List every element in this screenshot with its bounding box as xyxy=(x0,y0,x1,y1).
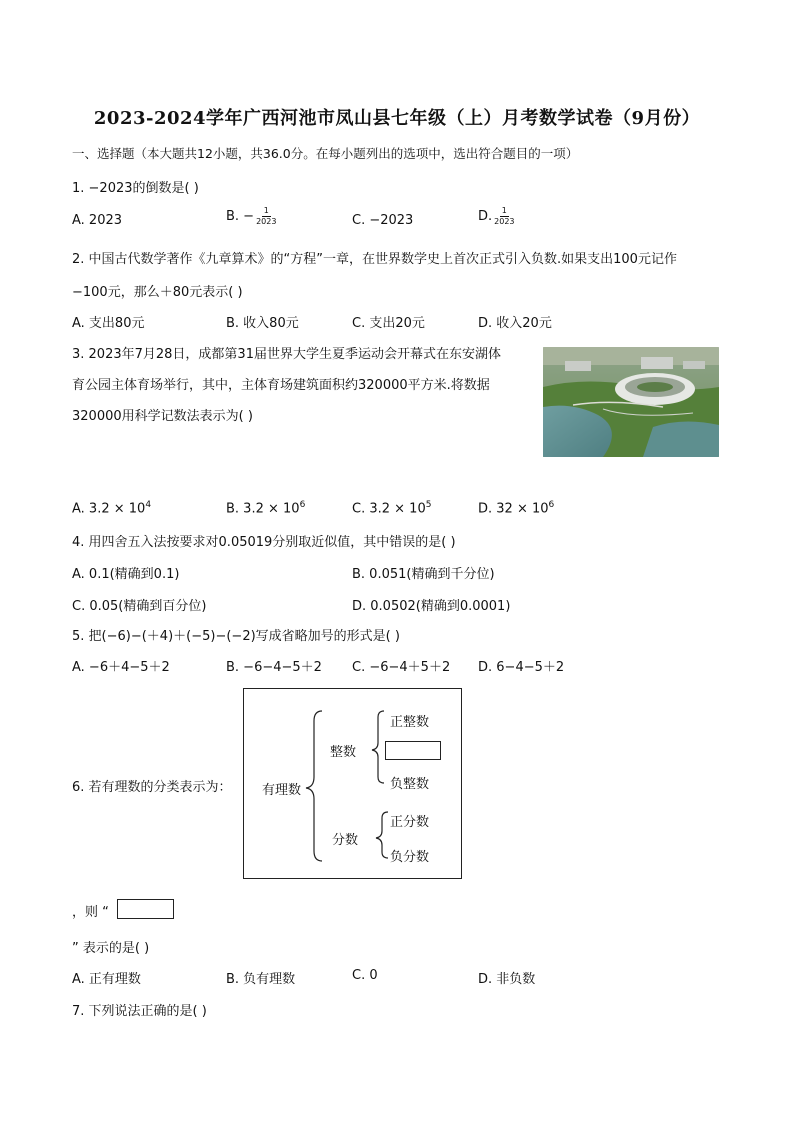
q3-option-d-base: D. 32 × 10 xyxy=(478,501,549,517)
q1-b-denominator: 2023 xyxy=(256,217,277,226)
q6-option-b: B. 负有理数 xyxy=(226,972,296,987)
q5-option-a: A. −6＋4−5＋2 xyxy=(72,660,170,675)
q3-option-b-base: B. 3.2 × 10 xyxy=(226,501,300,517)
diagram-fraction-label: 分数 xyxy=(332,833,359,848)
q2-option-c: C. 支出20元 xyxy=(352,316,425,331)
q5-option-c: C. −6−4＋5＋2 xyxy=(352,660,451,675)
q1-stem: 1. −2023的倒数是( ) xyxy=(72,181,199,196)
q1-d-denominator: 2023 xyxy=(494,217,515,226)
stadium-photo xyxy=(543,347,719,457)
diagram-integer-label: 整数 xyxy=(330,745,357,760)
q3-option-c-exponent: 5 xyxy=(425,500,432,510)
q1-option-c: C. −2023 xyxy=(352,213,414,228)
q3-option-d xyxy=(478,500,554,516)
q1-option-a: A. 2023 xyxy=(72,213,123,228)
diagram-blank-box xyxy=(385,741,441,760)
q4-option-b: B. 0.051(精确到千分位) xyxy=(352,567,495,582)
q5-option-d: D. 6−4−5＋2 xyxy=(478,660,565,675)
q4-option-a: A. 0.1(精确到0.1) xyxy=(72,567,180,582)
q4-option-c: C. 0.05(精确到百分位) xyxy=(72,599,207,614)
q3-option-c xyxy=(352,500,431,516)
section-heading: 一、选择题（本大题共12小题，共36.0分。在每小题列出的选项中，选出符合题目的一项） xyxy=(72,146,579,161)
q1-option-b-prefix: B. − xyxy=(226,209,255,224)
diagram-negative-fraction-label: 负分数 xyxy=(390,850,430,865)
q6-option-d: D. 非负数 xyxy=(478,972,536,987)
q5-option-b: B. −6−4−5＋2 xyxy=(226,660,322,675)
q1-option-d-prefix: D. xyxy=(478,209,493,224)
q4-option-d: D. 0.0502(精确到0.0001) xyxy=(352,599,511,614)
diagram-root-label: 有理数 xyxy=(262,783,302,798)
q2-stem-line2: −100元，那么＋80元表示( ) xyxy=(72,285,243,300)
q1-option-d-fraction xyxy=(494,206,514,227)
q2-option-a: A. 支出80元 xyxy=(72,316,145,331)
q7-stem: 7. 下列说法正确的是( ) xyxy=(72,1004,207,1019)
q2-option-b: B. 收入80元 xyxy=(226,316,299,331)
q3-option-a-base: A. 3.2 × 10 xyxy=(72,501,146,517)
q6-then-suffix: ” 表示的是( ) xyxy=(72,941,150,956)
q3-option-b-exponent: 6 xyxy=(299,500,306,510)
q3-stem-line2: 育公园主体育场举行，其中，主体育场建筑面积约320000平方米.将数据 xyxy=(72,378,490,393)
q3-option-c-base: C. 3.2 × 10 xyxy=(352,501,426,517)
q6-option-c: C. 0 xyxy=(352,968,378,983)
root-brace xyxy=(306,711,322,861)
q3-stem-line3: 320000用科学记数法表示为( ) xyxy=(72,409,253,424)
q3-option-a-exponent: 4 xyxy=(145,500,152,510)
q6-option-a: A. 正有理数 xyxy=(72,972,141,987)
q1-option-d xyxy=(478,206,515,227)
q1-option-b-fraction xyxy=(256,206,276,227)
q3-option-b xyxy=(226,500,305,516)
q3-option-d-exponent: 6 xyxy=(548,500,555,510)
q6-stem: 6. 若有理数的分类表示为： xyxy=(72,780,232,795)
q2-option-d: D. 收入20元 xyxy=(478,316,552,331)
exam-title: 2023-2024学年广西河池市凤山县七年级（上）月考数学试卷（9月份） xyxy=(93,108,701,129)
q3-stem-line1: 3. 2023年7月28日，成都第31届世界大学生夏季运动会开幕式在东安湖体 xyxy=(72,347,501,362)
diagram-positive-integer-label: 正整数 xyxy=(390,715,430,730)
fraction-brace xyxy=(376,812,388,858)
q2-stem-line1: 2. 中国古代数学著作《九章算术》的“方程”一章，在世界数学史上首次正式引入负数.如果支出100元记作 xyxy=(72,252,677,267)
q3-option-a xyxy=(72,500,151,516)
integer-brace xyxy=(372,711,384,783)
q5-stem: 5. 把(−6)−(＋4)＋(−5)−(−2)写成省略加号的形式是( ) xyxy=(72,629,400,644)
diagram-negative-integer-label: 负整数 xyxy=(390,777,430,792)
q4-stem: 4. 用四舍五入法按要求对0.05019分别取近似值，其中错误的是( ) xyxy=(72,535,456,550)
rational-number-classification-diagram xyxy=(243,688,462,879)
q6-inline-blank-box xyxy=(117,899,174,919)
q1-d-numerator: 1 xyxy=(501,206,507,215)
diagram-positive-fraction-label: 正分数 xyxy=(390,815,430,830)
q1-option-b xyxy=(226,206,276,227)
q1-b-numerator: 1 xyxy=(263,206,269,215)
q6-then-prefix: ，则 “ xyxy=(72,905,109,920)
